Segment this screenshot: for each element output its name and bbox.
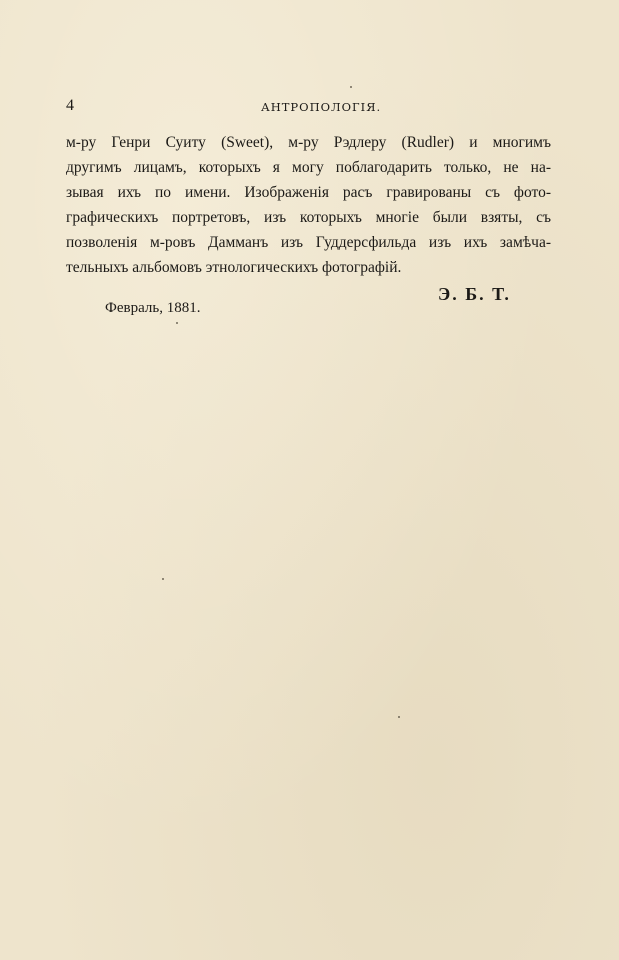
paper-speck bbox=[398, 716, 400, 718]
running-title: АНТРОПОЛОГІЯ. bbox=[261, 100, 382, 114]
page-header bbox=[66, 97, 551, 117]
text-line: позволенія м-ровъ Дамманъ изъ Гуддерсфильда изъ ихъ замѣча- bbox=[66, 234, 551, 251]
date-line: Февраль, 1881. bbox=[105, 300, 201, 316]
text-line: графическихъ портретовъ, изъ которыхъ многіе были взяты, съ bbox=[66, 209, 551, 226]
paper-speck bbox=[350, 86, 352, 88]
page-number: 4 bbox=[66, 97, 74, 114]
text-line: тельныхъ альбомовъ этнологическихъ фотографій. bbox=[66, 259, 402, 276]
paper-speck bbox=[162, 578, 164, 580]
text-line: другимъ лицамъ, которыхъ я могу поблагодарить только, не на- bbox=[66, 159, 551, 176]
text-line: зывая ихъ по имени. Изображенія расъ гравированы съ фото- bbox=[66, 184, 551, 201]
paper-speck bbox=[176, 322, 178, 324]
author-initials: Э. Б. Т. bbox=[438, 284, 511, 304]
body-paragraph bbox=[66, 130, 551, 280]
text-line: м-ру Генри Суиту (Sweet), м-ру Рэдлеру (Rudler) и многимъ bbox=[66, 134, 551, 151]
